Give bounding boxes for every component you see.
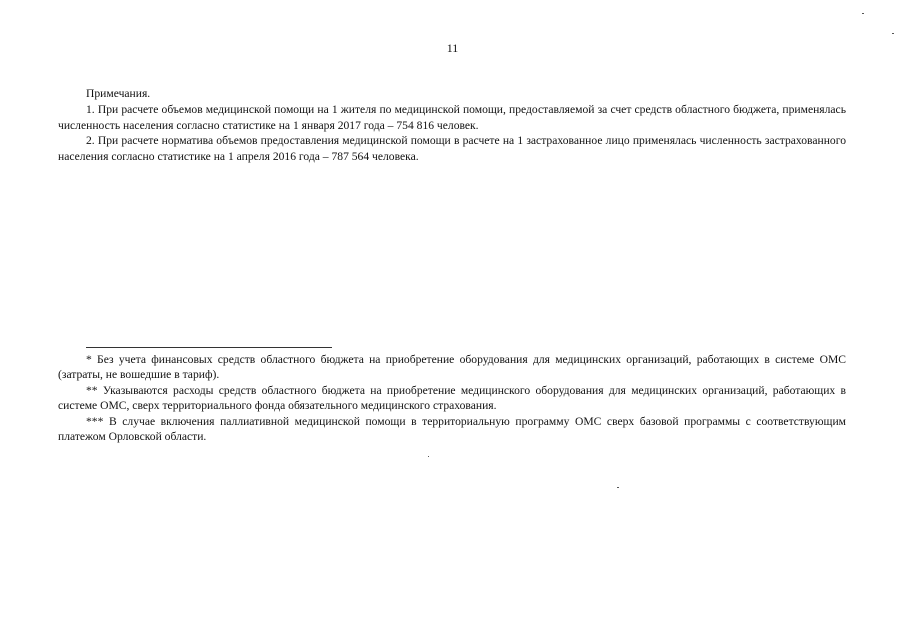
notes-heading: Примечания. <box>86 87 151 100</box>
page-number: 11 <box>446 41 459 55</box>
footnote-3: *** В случае включения паллиативной медицинской помощи в территориальную программу ОМС сверх базовой программы с соответствующим платежом Орловской области. <box>58 414 846 444</box>
footnote-1: * Без учета финансовых средств областного бюджета на приобретение оборудования для медицинских организаций, работающих в системе ОМС (затраты, не вошедшие в тариф). <box>58 353 846 382</box>
scan-speck <box>862 13 864 14</box>
note-1: 1. При расчете объемов медицинской помощи на 1 жителя по медицинской помощи, предоставляемой за счет средств областного бюджета, применялась численность населения согласно статистике на 1 января 2017 года – 754 816 человек. <box>58 103 846 132</box>
notes-section <box>58 86 846 164</box>
scan-speck <box>428 456 429 457</box>
footnotes-section <box>58 352 846 444</box>
scan-speck <box>617 487 619 488</box>
footnote-separator <box>86 347 332 348</box>
scan-speck <box>892 33 894 34</box>
note-2: 2. При расчете норматива объемов предоставления медицинской помощи в расчете на 1 застрахованное лицо применялась численность застрахованного населения согласно статистике на 1 апреля 2016 года – 787 564 человека. <box>58 134 846 163</box>
footnote-2: ** Указываются расходы средств областного бюджета на приобретение медицинского оборудования для медицинских организаций, работающих в системе ОМС, сверх территориального фонда обязательного медицинского страхования. <box>58 383 846 413</box>
